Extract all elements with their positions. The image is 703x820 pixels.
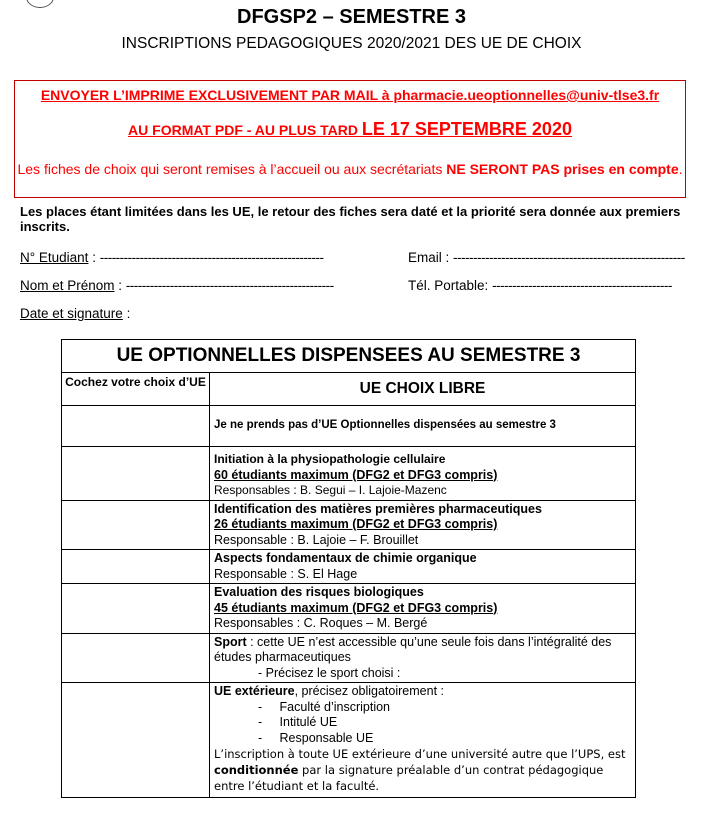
phone-field[interactable] (408, 278, 672, 293)
signature-field[interactable] (20, 306, 130, 321)
ue2-resp: Responsable : B. Lajoie – F. Brouillet (214, 532, 419, 547)
external-item-2-text: Intitulé UE (279, 715, 338, 729)
external-note-prefix: L’inscription à toute UE extérieure d’une université autre que l’UPS, est (214, 747, 626, 761)
ue3-name: Aspects fondamentaux de chimie organique (214, 551, 477, 565)
ue3-resp: Responsable : S. El Hage (214, 566, 358, 581)
checkbox-ue4[interactable] (62, 584, 210, 634)
choice-ue4 (210, 584, 636, 634)
warning-refusal-suffix: . (678, 161, 683, 177)
page-title: DFGSP2 – SEMESTRE 3 (237, 6, 466, 28)
ue-table (61, 339, 636, 798)
email-line: ---------------------------------------------------------- (453, 250, 685, 265)
external-item-1: - Faculté d’inscription (258, 699, 390, 714)
choice-sport (210, 633, 636, 683)
phone-sep: : (484, 278, 493, 293)
ue4-resp: Responsables : C. Roques – M. Bergé (214, 616, 428, 630)
warning-deadline-date: LE 17 SEPTEMBRE 2020 (361, 119, 572, 139)
checkbox-external[interactable] (62, 683, 210, 798)
warning-email-line: ENVOYER L’IMPRIME EXCLUSIVEMENT PAR MAIL à pharmacie.ueoptionnelles@univ-tlse3.fr (40, 87, 660, 103)
sport-item: - Précisez le sport choisi : (258, 665, 401, 680)
checkbox-ue2[interactable] (62, 500, 210, 550)
page-subtitle: INSCRIPTIONS PEDAGOGIQUES 2020/2021 DES UE DE CHOIX (121, 35, 582, 52)
phone-line: --------------------------------------------- (492, 278, 672, 293)
external-item-1-text: Faculté d’inscription (279, 699, 390, 714)
external-name: UE extérieure (214, 684, 295, 698)
external-item-2: - Intitulé UE (258, 715, 338, 729)
choice-ue2 (210, 500, 636, 550)
external-item-3: - Responsable UE (258, 730, 374, 745)
sport-name: Sport (214, 634, 247, 649)
student-number-sep: : (88, 250, 100, 265)
signature-sep: : (122, 306, 131, 321)
choice-external (210, 683, 636, 798)
choice-none: Je ne prends pas d’UE Optionnelles dispensées au semestre 3 (210, 406, 636, 447)
ue4-name: Evaluation des risques biologiques (214, 585, 424, 599)
warning-refusal-bold: NE SERONT PAS prises en compte (446, 161, 679, 177)
ue2-name: Identification des matières premières pharmaceutiques (214, 501, 542, 516)
external-desc (214, 684, 631, 700)
ue1-resp: Responsables : B. Segui – I. Lajoie-Mazenc (214, 483, 447, 497)
email-label: Email (408, 250, 442, 265)
email-sep: : (441, 250, 454, 265)
name-line: ---------------------------------------------------- (125, 278, 334, 293)
warning-deadline-line (15, 119, 685, 140)
ue2-capacity: 26 étudiants maximum (DFG2 et DFG3 compris) (214, 517, 498, 531)
sport-desc (214, 635, 631, 666)
external-note (214, 746, 631, 796)
student-number-label: N° Etudiant (20, 250, 89, 265)
warning-refusal-line (15, 160, 685, 179)
phone-label: Tél. Portable (408, 278, 485, 293)
name-sep: : (114, 278, 126, 293)
warning-deadline-prefix: AU FORMAT PDF - AU PLUS TARD (128, 122, 362, 138)
checkbox-none[interactable] (62, 406, 210, 447)
signature-label: Date et signature (20, 306, 123, 321)
ue1-name: Initiation à la physiopathologie cellulaire (214, 452, 446, 466)
table-title: UE OPTIONNELLES DISPENSEES AU SEMESTRE 3 (62, 340, 636, 373)
external-note-bold: conditionnée (214, 763, 299, 777)
name-field[interactable] (20, 278, 334, 293)
ue1-capacity: 60 étudiants maximum (DFG2 et DFG3 compris) (214, 467, 498, 482)
checkbox-ue3[interactable] (62, 550, 210, 584)
warning-box (14, 80, 686, 198)
external-note-suffix: par la signature préalable d’un contrat pédagogique entre l’étudiant et la faculté. (214, 763, 604, 793)
choice-ue1 (210, 447, 636, 501)
student-number-line: -------------------------------------------------------- (99, 250, 324, 265)
checkbox-ue1[interactable] (62, 447, 210, 501)
external-item-3-text: Responsable UE (279, 730, 374, 745)
sport-text: : cette UE n’est accessible qu’une seule fois dans l’intégralité des études pharmaceutiques (214, 634, 612, 664)
col-check-header: Cochez votre choix d’UE (62, 373, 210, 406)
col-choice-header: UE CHOIX LIBRE (210, 373, 636, 406)
email-field[interactable] (408, 250, 685, 265)
name-label: Nom et Prénom (20, 278, 115, 293)
student-number-field[interactable] (20, 250, 323, 265)
priority-notice: Les places étant limitées dans les UE, le retour des fiches sera daté et la priorité sera donnée aux premiers inscrits. (20, 204, 681, 234)
ue4-capacity: 45 étudiants maximum (DFG2 et DFG3 compris) (214, 600, 498, 615)
choice-ue3 (210, 550, 636, 584)
external-text: , précisez obligatoirement : (294, 684, 444, 698)
checkbox-sport[interactable] (62, 633, 210, 683)
warning-refusal-prefix: Les fiches de choix qui seront remises à l’accueil ou aux secrétariats (17, 161, 447, 177)
